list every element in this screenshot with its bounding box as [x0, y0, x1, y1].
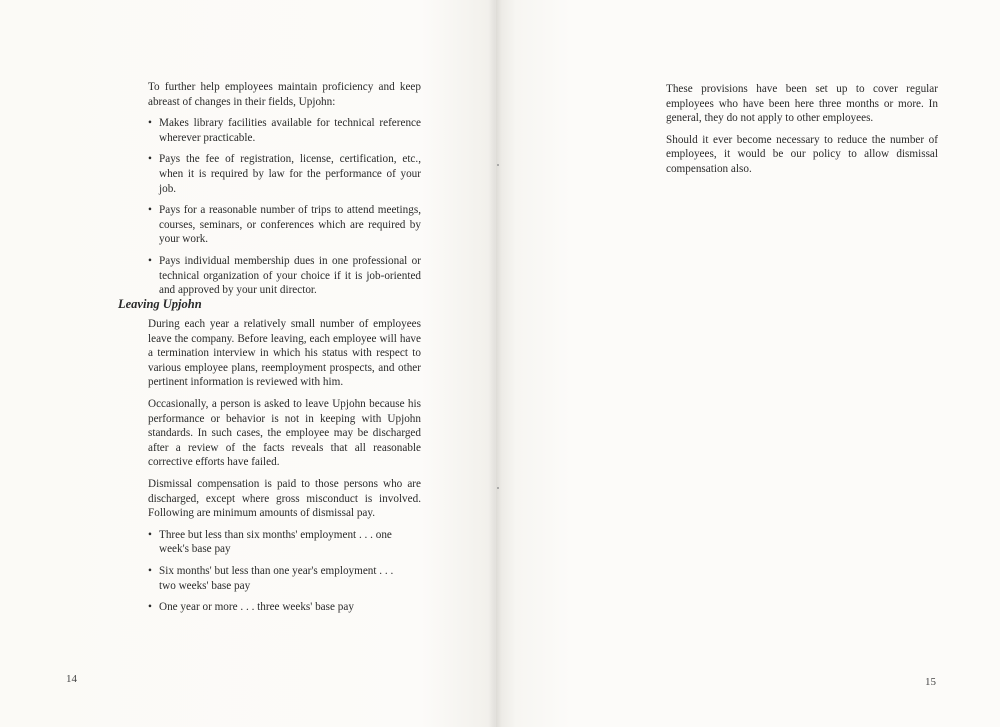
paragraph: Dismissal compensation is paid to those persons who are discharged, except where gross misconduct is involved. Following are minimum amounts of dismissal pay.: [148, 477, 421, 520]
list-item: • Pays the fee of registration, license, certification, etc., when it is required by law for the performance of your job.: [148, 153, 421, 195]
bullet-icon: •: [148, 601, 152, 614]
page-number-right: 15: [925, 676, 936, 688]
left-column-intro: [148, 80, 421, 306]
paper-speck: [497, 164, 499, 166]
paragraph: These provisions have been set up to cover regular employees who have been here three months or more. In general, they do not apply to other employees.: [666, 83, 938, 125]
list-item: • Pays for a reasonable number of trips to attend meetings, courses, seminars, or conferences which are required by your work.: [148, 204, 421, 246]
bullet-icon: •: [148, 153, 152, 166]
section-heading: Leaving Upjohn: [118, 297, 202, 311]
bullet-icon: •: [148, 117, 152, 130]
page-gutter: [488, 0, 502, 727]
left-column-leaving: [148, 317, 421, 623]
page-number-left: 14: [66, 673, 77, 685]
list-item: • Three but less than six months' employment . . . one week's base pay: [148, 528, 392, 556]
dismissal-pay-list: [148, 528, 421, 615]
bullet-icon: •: [148, 564, 152, 577]
right-column: [666, 82, 938, 184]
benefits-list: [148, 116, 421, 298]
bullet-icon: •: [148, 254, 152, 267]
list-item: • One year or more . . . three weeks' base pay: [148, 601, 354, 614]
list-item: • Six months' but less than one year's employment . . . two weeks' base pay: [148, 564, 394, 592]
list-item: • Makes library facilities available for technical reference wherever practicable.: [148, 117, 421, 144]
paragraph: During each year a relatively small number of employees leave the company. Before leaving, each employee will have a termination interview in which his status with respect to various employee plans, reemployment prospects, and other pertinent information is reviewed with him.: [148, 318, 421, 389]
paragraph: Occasionally, a person is asked to leave Upjohn because his performance or behavior is not in keeping with Upjohn standards. In such cases, the employee may be discharged after a review of the facts reveals that all reasonable corrective efforts have failed.: [148, 397, 421, 469]
bullet-icon: •: [148, 528, 152, 541]
intro-paragraph: To further help employees maintain proficiency and keep abreast of changes in their fields, Upjohn:: [148, 81, 421, 108]
list-item: • Pays individual membership dues in one professional or technical organization of your choice if it is job-oriented and approved by your unit director.: [148, 254, 421, 297]
paragraph: Should it ever become necessary to reduce the number of employees, it would be our policy to allow dismissal compensation also.: [666, 133, 938, 175]
paper-speck: [497, 487, 499, 489]
bullet-icon: •: [148, 204, 152, 217]
